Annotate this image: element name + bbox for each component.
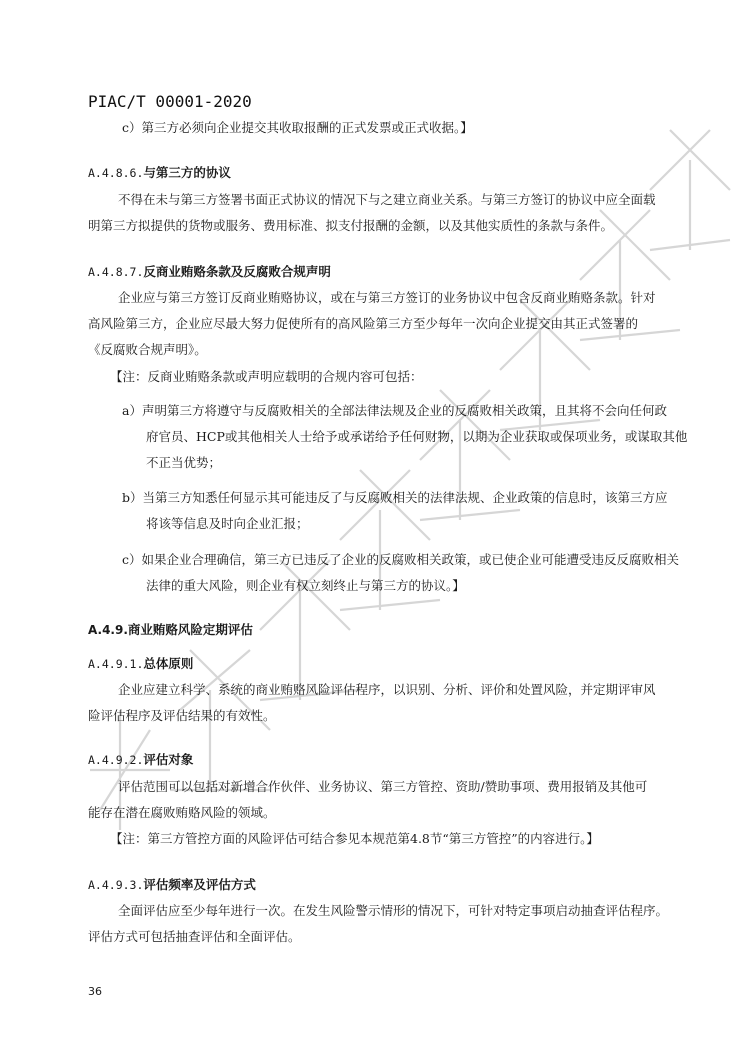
document-id: PIAC/T 00001-2020 bbox=[88, 92, 252, 111]
list-item-a-continued: 不正当优势； bbox=[146, 455, 222, 470]
list-item-a: a）声明第三方将遵守与反腐败相关的全部法律法规及企业的反腐败相关政策，且其将不会向任何政 bbox=[122, 403, 667, 418]
section-number: A.4.8.6. bbox=[88, 166, 144, 180]
section-number: A.4.8.7. bbox=[88, 265, 144, 279]
list-item-b-continued: 将该等信息及时向企业汇报； bbox=[146, 516, 309, 531]
section-title: 评估对象 bbox=[143, 752, 194, 767]
paragraph-line: 险评估程序及评估结果的有效性。 bbox=[88, 708, 276, 723]
note-text: 【注：反商业贿赂条款或声明应载明的合规内容可包括： bbox=[110, 369, 423, 384]
section-title: 评估频率及评估方式 bbox=[143, 877, 256, 892]
note-text: 【注：第三方管控方面的风险评估可结合参见本规范第4.8节“第三方管控”的内容进行。】 bbox=[110, 831, 599, 846]
paragraph-line: 能存在潜在腐败贿赂风险的领域。 bbox=[88, 805, 276, 820]
list-item-c: c）如果企业合理确信，第三方已违反了企业的反腐败相关政策，或已使企业可能遭受违反反腐败相关 bbox=[122, 552, 680, 567]
paragraph-line: 《反腐败合规声明》。 bbox=[88, 342, 207, 357]
list-item-c-previous: c）第三方必须向企业提交其收取报酬的正式发票或正式收据。】 bbox=[122, 120, 473, 135]
section-heading-a4-9-3 bbox=[88, 875, 256, 895]
paragraph-line: 评估范围可以包括对新增合作伙伴、业务协议、第三方管控、资助/赞助事项、费用报销及其他可 bbox=[118, 779, 648, 794]
paragraph-line: 不得在未与第三方签署书面正式协议的情况下与之建立商业关系。与第三方签订的协议中应全面载 bbox=[118, 192, 656, 207]
list-item-a-continued: 府官员、HCP或其他相关人士给予或承诺给予任何财物，以期为企业获取或保项业务，或谋取其他 bbox=[146, 429, 688, 444]
paragraph-line: 企业应建立科学、系统的商业贿赂风险评估程序，以识别、分析、评价和处置风险，并定期评审风 bbox=[118, 682, 656, 697]
paragraph-line: 明第三方拟提供的货物或服务、费用标准、拟支付报酬的金额，以及其他实质性的条款与条件。 bbox=[88, 218, 614, 233]
section-number: A.4.9.3. bbox=[88, 878, 144, 892]
paragraph-line: 评估方式可包括抽查评估和全面评估。 bbox=[88, 929, 301, 944]
section-title: 商业贿赂风险定期评估 bbox=[127, 622, 253, 637]
section-title: 反商业贿赂条款及反腐败合规声明 bbox=[143, 264, 331, 279]
list-item-c-continued: 法律的重大风险，则企业有权立刻终止与第三方的协议。】 bbox=[146, 578, 465, 593]
section-title: 与第三方的协议 bbox=[143, 165, 231, 180]
section-heading-a4-9-2 bbox=[88, 750, 193, 770]
section-heading-a4-9-1 bbox=[88, 654, 193, 674]
section-heading-a4-9 bbox=[88, 620, 253, 640]
paragraph-line: 企业应与第三方签订反商业贿赂协议，或在与第三方签订的业务协议中包含反商业贿赂条款。针对 bbox=[118, 290, 656, 305]
section-number: A.4.9. bbox=[88, 623, 128, 637]
paragraph-line: 高风险第三方，企业应尽最大努力促使所有的高风险第三方至少每年一次向企业提交由其正式签署的 bbox=[88, 316, 639, 331]
list-item-b: b）当第三方知悉任何显示其可能违反了与反腐败相关的法律法规、企业政策的信息时，该第三方应 bbox=[122, 490, 668, 505]
page-number: 36 bbox=[88, 985, 102, 998]
section-title: 总体原则 bbox=[143, 656, 194, 671]
section-heading-a4-8-6 bbox=[88, 163, 231, 183]
section-number: A.4.9.1. bbox=[88, 657, 144, 671]
section-heading-a4-8-7 bbox=[88, 262, 331, 282]
section-number: A.4.9.2. bbox=[88, 753, 144, 767]
paragraph-line: 全面评估应至少每年进行一次。在发生风险警示情形的情况下，可针对特定事项启动抽查评估程序。 bbox=[118, 903, 669, 918]
